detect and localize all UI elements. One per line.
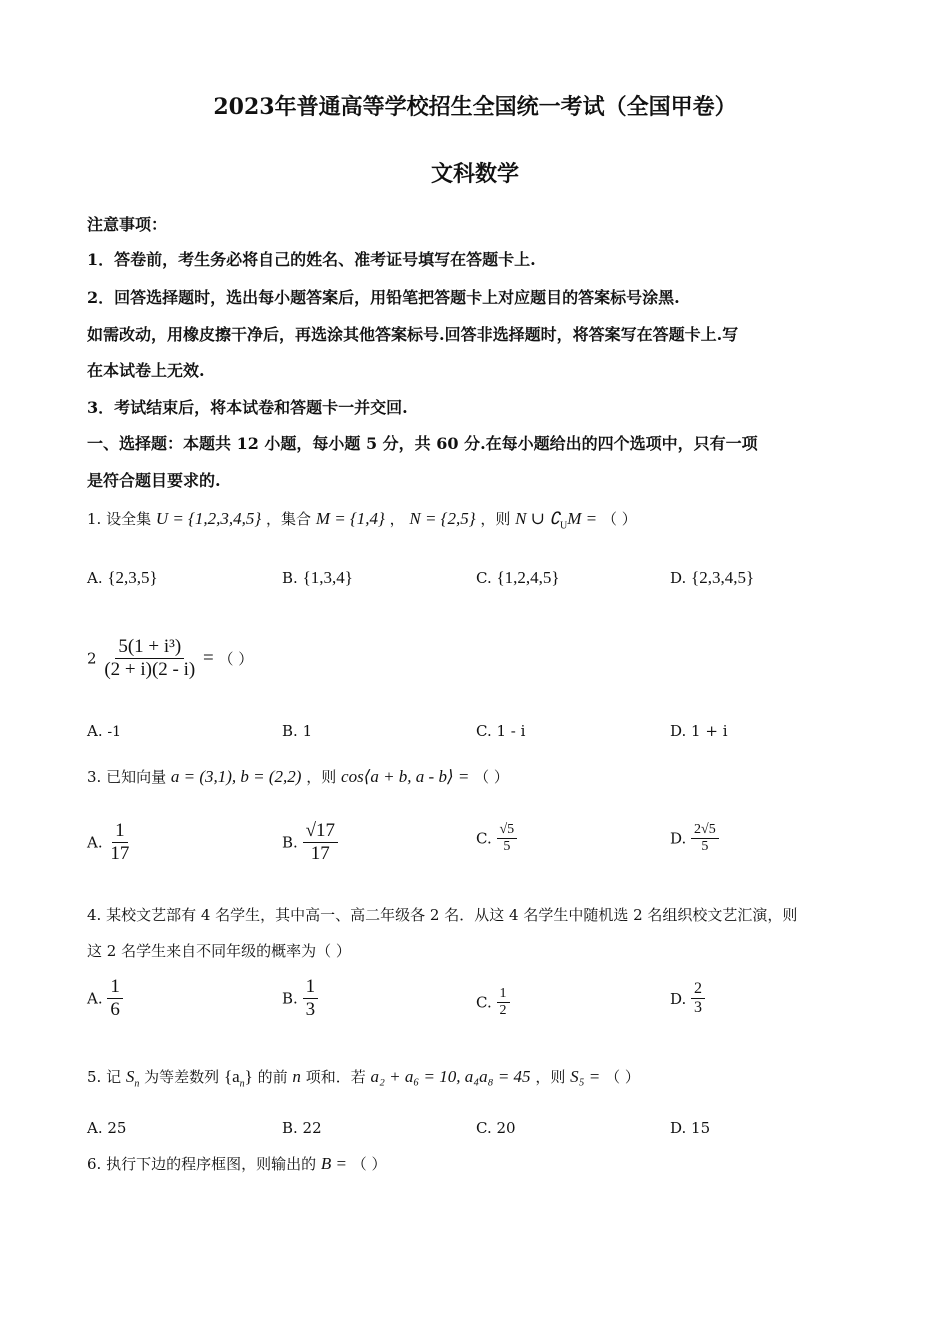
q5-sequence: $\{a_n\}$	[223, 1067, 253, 1090]
q3-mid: ，则	[306, 768, 337, 786]
q1-option-b: B. {1,3,4}	[282, 568, 353, 587]
section-heading-line-1: 一、选择题：本题共 12 小题，每小题 5 分，共 60 分.在每小题给出的四个选项中，只有一项	[87, 434, 758, 453]
question-1	[87, 508, 637, 531]
q2-paren: （ ）	[218, 649, 254, 668]
q5-option-a: A. 25	[87, 1119, 127, 1137]
q4-option-c: C. $\frac{1}{2}$	[476, 986, 510, 1019]
q5-mid-3: 项和．若	[305, 1068, 366, 1086]
page-title: 2023年普通高等学校招生全国统一考试（全国甲卷）	[213, 94, 737, 120]
q5-condition: a₂ + a₆ = 10, a₄a₈ = 45	[370, 1067, 531, 1086]
q1-set-n: N = {2,5}	[409, 509, 476, 528]
q2-option-b: B. 1	[282, 722, 313, 740]
question-3	[87, 766, 509, 787]
question-5	[87, 1066, 640, 1089]
q5-mid-1: 为等差数列	[144, 1068, 220, 1086]
q4-option-a: A. $\frac{1}{6}$	[87, 976, 123, 1021]
notes-item-2-cont-b: 在本试卷上无效.	[87, 361, 205, 380]
q4-option-d: D. $\frac{2}{3}$	[670, 980, 705, 1018]
q5-mid-4: ，则	[535, 1068, 566, 1086]
q2-equals: =	[203, 647, 214, 669]
notes-item-2-cont-a: 如需改动，用橡皮擦干净后，再选涂其他答案标号.回答非选择题时，将答案写在答题卡上.写	[87, 325, 739, 344]
question-4-line-1: 4. 某校文艺部有 4 名学生，其中高一、高二年级各 2 名．从这 4 名学生中随机选 2 名组织校文艺汇演，则	[87, 906, 798, 924]
q1-option-c: C. {1,2,4,5}	[476, 568, 560, 587]
q1-universal-set: U = {1,2,3,4,5}	[155, 509, 262, 528]
q2-option-c: C. 1 - i	[476, 722, 526, 740]
q2-fraction	[101, 636, 198, 681]
q5-prefix: 5. 记	[87, 1068, 122, 1086]
section-heading-line-2: 是符合题目要求的.	[87, 471, 221, 490]
q1-mid-1: ，集合	[266, 510, 312, 528]
q1-option-d: D. {2,3,4,5}	[670, 568, 755, 587]
q4-option-b: B. $\frac{1}{3}$	[282, 976, 318, 1021]
question-6	[87, 1153, 387, 1174]
q1-mid-2: ，则	[480, 510, 511, 528]
q3-option-a: A. $\frac{1}{17}$	[87, 820, 130, 864]
q1-set-m: M = {1,4}	[315, 509, 385, 528]
q5-option-b: B. 22	[282, 1119, 322, 1137]
q1-sep: ，	[389, 510, 405, 528]
q5-mid-2: 的前	[257, 1068, 288, 1086]
notes-item-1: 1．答卷前，考生务必将自己的姓名、准考证号填写在答题卡上.	[87, 250, 536, 269]
q3-expression: cos⟨a + b, a - b⟩ =	[341, 767, 470, 786]
q2-numerator: 5(1 + i³)	[115, 636, 184, 659]
q3-option-d: D. $\frac{2√5}{5}$	[670, 822, 719, 855]
q3-option-b: B. $\frac{√17}{17}$	[282, 820, 338, 865]
q1-expression: N ∪ $∁_UM$ =	[515, 509, 598, 532]
q2-option-a: A. -1	[87, 722, 122, 740]
q5-n: n	[292, 1067, 301, 1086]
question-2	[87, 636, 253, 681]
notes-item-3: 3．考试结束后，将本试卷和答题卡一并交回.	[87, 398, 408, 417]
q1-prefix: 1. 设全集	[87, 510, 152, 528]
page-subtitle: 文科数学	[430, 161, 519, 187]
q2-number: 2	[87, 649, 97, 668]
q3-prefix: 3. 已知向量	[87, 768, 167, 786]
question-4-line-2: 这 2 名学生来自不同年级的概率为（ ）	[87, 942, 351, 960]
q3-paren: （ ）	[474, 768, 509, 786]
q1-option-a: A. {2,3,5}	[87, 568, 158, 587]
q6-b: B =	[320, 1154, 347, 1173]
q3-option-c: C. $\frac{√5}{5}$	[476, 822, 517, 855]
notes-item-2: 2．回答选择题时，选出每小题答案后，用铅笔把答题卡上对应题目的答案标号涂黑.	[87, 288, 680, 307]
q1-paren: （ ）	[601, 510, 637, 528]
q5-s5: S₅ =	[570, 1067, 601, 1086]
q2-denominator: (2 + i)(2 - i)	[104, 658, 196, 680]
notes-heading: 注意事项：	[87, 215, 168, 234]
q2-option-d: D. 1 + i	[670, 722, 728, 740]
q6-prefix: 6. 执行下边的程序框图，则输出的	[87, 1155, 317, 1173]
q3-vectors: a = (3,1), b = (2,2)	[170, 767, 302, 786]
q5-paren: （ ）	[605, 1068, 640, 1086]
q5-sn: $S_n$	[125, 1067, 140, 1090]
q5-option-c: C. 20	[476, 1119, 516, 1137]
q5-option-d: D. 15	[670, 1119, 711, 1137]
q6-paren: （ ）	[351, 1155, 387, 1173]
